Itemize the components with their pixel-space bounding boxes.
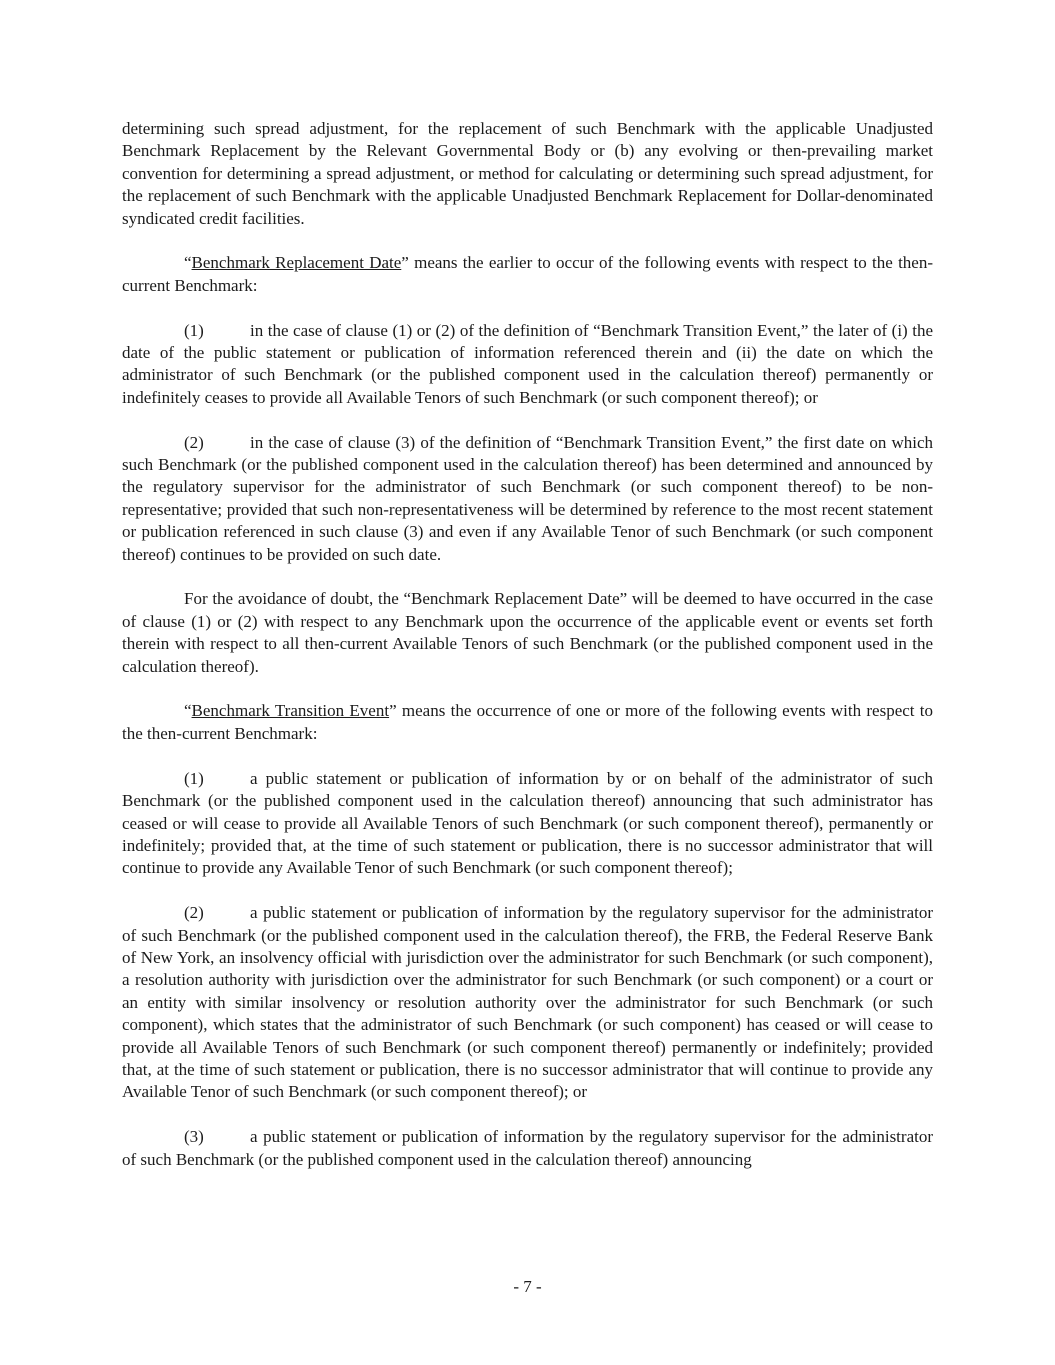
paragraph-text: For the avoidance of doubt, the “Benchmark Replacement Date” will be deemed to have occurred in the case of clause (1) or (2) with respect to any Benchmark upon the occurrence of the applicable event or events set forth therein with respect to all then-current Available Tenors of such Benchmark (or the published component used in the calculation thereof).	[122, 589, 933, 676]
clause-text: a public statement or publication of information by or on behalf of the administrator of such Benchmark (or the published component used in the calculation thereof) announcing that such administrator has ceased or will cease to provide all Available Tenors of such Benchmark (or such component thereof), permanently or indefinitely; provided that, at the time of such statement or publication, there is no successor administrator that will continue to provide any Available Tenor of such Benchmark (or such component thereof);	[122, 768, 933, 878]
clause-text: a public statement or publication of information by the regulatory supervisor for the administrator of such Benchmark (or the published component used in the calculation thereof), the FRB, the Federal Reserve Bank of New York, an insolvency official with jurisdiction over the administrator for such Benchmark (or such component), a resolution authority with jurisdiction over the administrator for such Benchmark (or such component) or a court or an entity with similar insolvency or resolution authority over the administrator for such Benchmark (or such component), which states that the administrator of such Benchmark (or such component) has ceased or will cease to provide all Available Tenors of such Benchmark (or such component thereof) permanently or indefinitely; provided that, at the time of such statement or publication, there is no successor administrator that will continue to provide any Available Tenor of such Benchmark (or such component thereof); or	[122, 903, 933, 1102]
defined-term: Benchmark Transition Event	[191, 701, 390, 721]
clause-number: (3)	[184, 1127, 204, 1147]
clause-number: (1)	[184, 768, 204, 788]
clause-text: in the case of clause (1) or (2) of the definition of “Benchmark Transition Event,” the later of (i) the date of the public statement or publication of information referenced therein and (ii) the date on which the administrator of such Benchmark (or the published component used in the calculation thereof) permanently or indefinitely ceases to provide all Available Tenors of such Benchmark (or such component thereof); or	[122, 320, 933, 407]
clause-text: in the case of clause (3) of the definition of “Benchmark Transition Event,” the first date on which such Benchmark (or the published component used in the calculation thereof) has been determined and announced by the regulatory supervisor for the administrator of such Benchmark (or such component thereof) to be non-representative; provided that such non-representativeness will be determined by reference to the most recent statement or publication referenced in such clause (3) and even if any Available Tenor of such Benchmark (or such component thereof) continues to be provided on such date.	[122, 432, 933, 564]
clause-number: (2)	[184, 903, 204, 923]
definition-text: ” means the occurrence of one or more of the following events with respect to the then-current Benchmark:	[122, 701, 934, 743]
definition-text: ” means the earlier to occur of the following events with respect to the then-current Benchmark:	[122, 253, 933, 295]
clause-transition-event-2	[122, 902, 933, 1104]
paragraph-continuation	[122, 118, 933, 230]
defined-term: Benchmark Replacement Date	[191, 253, 402, 273]
clause-text: a public statement or publication of information by the regulatory supervisor for the administrator of such Benchmark (or the published component used in the calculation thereof) announcing	[122, 1127, 933, 1169]
clause-replacement-date-2	[122, 432, 933, 566]
document-body	[122, 118, 933, 1171]
open-quote: “	[184, 253, 192, 273]
clause-number: (2)	[184, 432, 204, 452]
page-number: - 7 -	[513, 1277, 542, 1296]
definition-benchmark-replacement-date	[122, 252, 933, 297]
clause-transition-event-1	[122, 768, 933, 880]
open-quote: “	[184, 701, 192, 721]
clause-transition-event-3	[122, 1126, 933, 1171]
paragraph-text: determining such spread adjustment, for the replacement of such Benchmark with the applicable Unadjusted Benchmark Replacement by the Relevant Governmental Body or (b) any evolving or then-prevailing market convention for determining a spread adjustment, or method for calculating or determining such spread adjustment, for the replacement of such Benchmark with the applicable Unadjusted Benchmark Replacement for Dollar-denominated syndicated credit facilities.	[122, 119, 933, 228]
clause-replacement-date-1	[122, 320, 933, 410]
definition-benchmark-transition-event	[122, 700, 933, 745]
clause-number: (1)	[184, 320, 204, 340]
paragraph-avoidance-of-doubt	[122, 588, 933, 678]
